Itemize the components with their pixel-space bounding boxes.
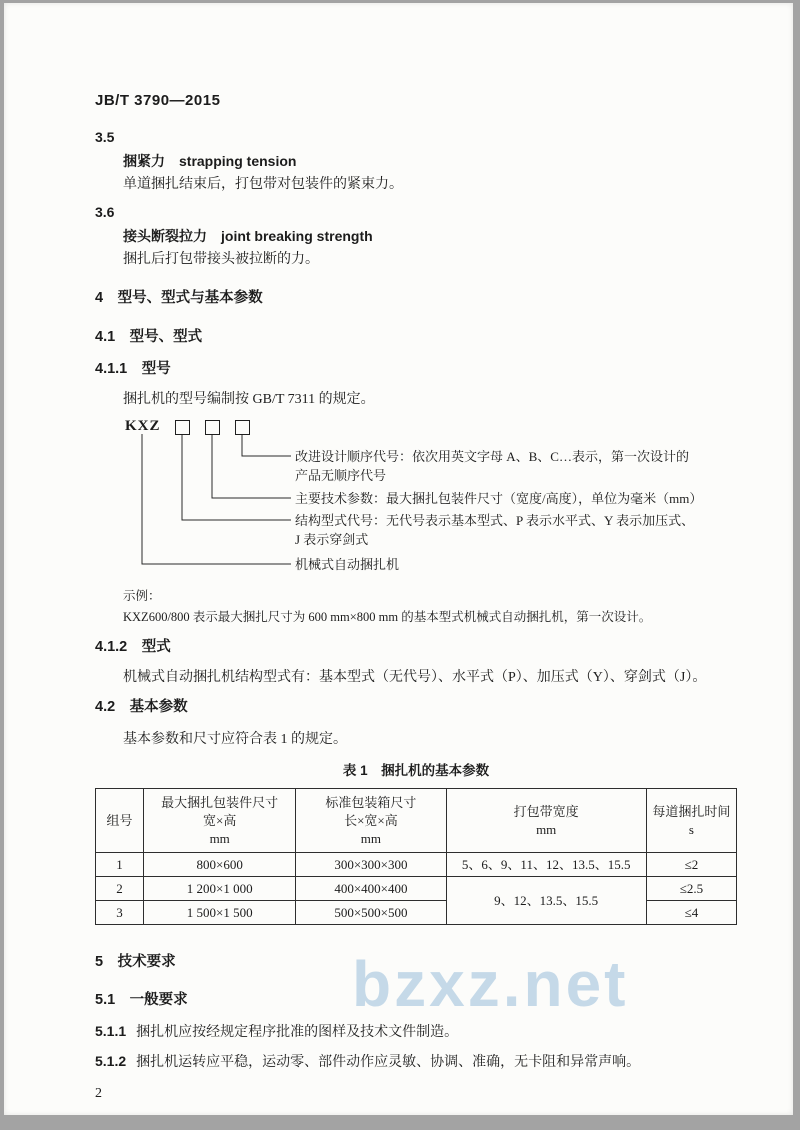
example-label: 示例： [123, 589, 161, 603]
example-text: KXZ600/800 表示最大捆扎尺寸为 600 mm×800 mm 的基本型式机械式自动捆扎机，第一次设计。 [123, 610, 652, 624]
col-header-box-size-line3: mm [360, 830, 382, 846]
cell-group-3: 3 [96, 901, 144, 925]
col-header-max-size [144, 789, 296, 853]
col-header-group: 组号 [96, 789, 144, 853]
cell-band-width-1: 5、6、9、11、12、13.5、15.5 [446, 853, 646, 877]
diagram-label-design-sequence [295, 447, 735, 485]
diagram-label-structure-type [295, 511, 735, 549]
clause-5-1-1-number: 5.1.1 [95, 1023, 127, 1039]
diagram-label-structure-type-line1: 结构型式代号：无代号表示基本型式、P 表示水平式、Y 表示加压式、 [295, 513, 695, 528]
clause-5-1-2-text: 捆扎机运转应平稳，运动零、部件动作应灵敏、协调、准确，无卡阻和异常声响。 [136, 1055, 641, 1070]
cell-group-2: 2 [96, 877, 144, 901]
section-4-1-2-body: 机械式自动捆扎机结构型式有：基本型式（无代号）、水平式（P）、加压式（Y）、穿剑式（J）。 [123, 670, 707, 685]
col-header-max-size-line2: 宽×高 [203, 812, 237, 828]
table-header-row [96, 789, 737, 853]
table-1-basic-parameters [95, 788, 737, 925]
diagram-label-design-sequence-line2: 产品无顺序代号 [295, 468, 387, 483]
page-number: 2 [95, 1086, 102, 1101]
table-row [96, 877, 737, 901]
clause-5-1-2 [95, 1052, 737, 1072]
heading-section-4-1: 4.1 型号、型式 [95, 329, 203, 345]
cell-box-size-2: 400×400×400 [296, 877, 446, 901]
col-header-max-size-line1: 最大捆扎包装件尺寸 [161, 794, 279, 810]
col-header-max-size-line3: mm [209, 830, 230, 846]
col-header-strap-time-line2: s [688, 821, 694, 837]
section-4-2-body: 基本参数和尺寸应符合表 1 的规定。 [123, 732, 347, 747]
clause-3-5-number: 3.5 [95, 129, 115, 145]
diagram-label-design-sequence-line1: 改进设计顺序代号：依次用英文字母 A、B、C…表示，第一次设计的 [295, 449, 689, 464]
cell-box-size-3: 500×500×500 [296, 901, 446, 925]
term-3-6-definition: 捆扎后打包带接头被拉断的力。 [123, 252, 319, 267]
watermark-text: bzxz.net [352, 948, 629, 1020]
clause-5-1-1-text: 捆扎机应按经规定程序批准的图样及技术文件制造。 [136, 1025, 459, 1040]
cell-time-1: ≤2 [646, 853, 736, 877]
col-header-band-width-line1: 打包带宽度 [513, 803, 579, 819]
heading-section-4-1-1: 4.1.1 型号 [95, 361, 171, 377]
col-header-band-width [446, 789, 646, 853]
table-1-caption: 表 1 捆扎机的基本参数 [342, 763, 490, 778]
heading-section-5: 5 技术要求 [95, 954, 176, 970]
col-header-band-width-line2: mm [536, 821, 557, 837]
table-row [96, 853, 737, 877]
heading-section-4: 4 型号、型式与基本参数 [95, 290, 263, 306]
model-designation-diagram [117, 417, 737, 583]
heading-section-5-1: 5.1 一般要求 [95, 992, 188, 1008]
model-code-text: KXZ [125, 418, 161, 434]
cell-max-size-3: 1 500×1 500 [144, 901, 296, 925]
term-3-6-title: 接头断裂拉力 joint breaking strength [123, 228, 373, 244]
term-3-5-definition: 单道捆扎结束后，打包带对包装件的紧束力。 [123, 177, 403, 192]
col-header-box-size [296, 789, 446, 853]
heading-section-4-1-2: 4.1.2 型式 [95, 639, 171, 655]
col-header-strap-time-line1: 每道捆扎时间 [652, 803, 731, 819]
cell-max-size-2: 1 200×1 000 [144, 877, 296, 901]
cell-group-1: 1 [96, 853, 144, 877]
heading-section-4-2: 4.2 基本参数 [95, 699, 188, 715]
cell-band-width-2-3: 9、12、13.5、15.5 [446, 877, 646, 925]
cell-time-3: ≤4 [646, 901, 736, 925]
col-header-strap-time [646, 789, 736, 853]
section-4-1-1-intro: 捆扎机的型号编制按 GB/T 7311 的规定。 [123, 392, 375, 407]
clause-5-1-1 [95, 1022, 737, 1042]
page-content [4, 3, 793, 1103]
col-header-box-size-line2: 长×宽×高 [344, 812, 398, 828]
diagram-label-main-parameters: 主要技术参数：最大捆扎包装件尺寸（宽度/高度），单位为毫米（mm） [295, 491, 703, 506]
diagram-label-machine-type: 机械式自动捆扎机 [295, 557, 400, 572]
standard-number-header: JB/T 3790—2015 [95, 92, 221, 109]
cell-time-2: ≤2.5 [646, 877, 736, 901]
clause-3-6-number: 3.6 [95, 204, 115, 220]
col-header-box-size-line1: 标准包装箱尺寸 [325, 794, 417, 810]
term-3-5-title: 捆紧力 strapping tension [123, 153, 297, 169]
scanned-document-page [4, 3, 793, 1115]
cell-max-size-1: 800×600 [144, 853, 296, 877]
clause-5-1-2-number: 5.1.2 [95, 1053, 127, 1069]
cell-box-size-1: 300×300×300 [296, 853, 446, 877]
diagram-label-structure-type-line2: J 表示穿剑式 [295, 532, 369, 547]
